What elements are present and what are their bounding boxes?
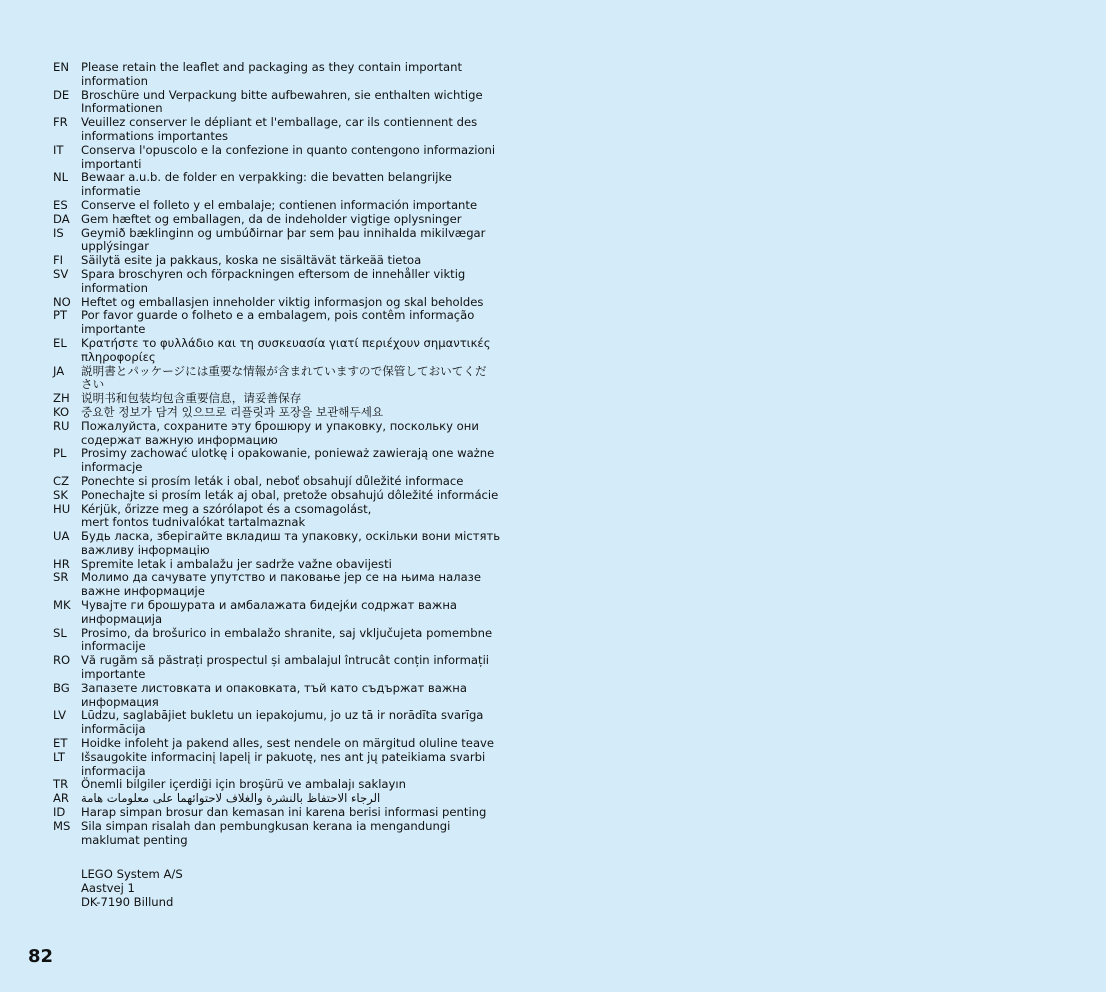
language-code: PT: [53, 308, 68, 323]
notice-line: Önemli bilgiler içerdiği için broşürü ve ambalajı saklayın: [81, 777, 406, 792]
notice-ko: [53, 406, 533, 420]
notice-line: Bewaar a.u.b. de folder en verpakking: die bevatten belangrijke: [81, 170, 452, 185]
language-code: JA: [53, 363, 65, 378]
notice-line: Geymið bæklinginn og umbúðirnar þar sem þau innihalda mikilvægar: [81, 225, 486, 240]
notice-bg: [53, 682, 533, 710]
language-code: NL: [53, 170, 69, 185]
language-code: SV: [53, 266, 69, 281]
notice-ms: [53, 820, 533, 848]
notice-sk: [53, 489, 533, 503]
notice-text: [81, 406, 533, 420]
notice-line: informacje: [81, 460, 143, 475]
notice-line: importante: [81, 667, 146, 682]
notice-text: [81, 778, 533, 792]
notice-it: [53, 144, 533, 172]
language-code: ZH: [53, 391, 70, 406]
language-code: LV: [53, 708, 67, 723]
company-city: DK-7190 Billund: [81, 894, 174, 909]
notice-text: [81, 737, 533, 751]
notice-line: الرجاء الاحتفاظ بالنشرة والغلاف لاحتوائهما على معلومات هامة: [81, 791, 381, 806]
notice-text: [81, 116, 533, 144]
retention-notice-list: [53, 61, 533, 847]
notice-line: Conserva l'opuscolo e la confezione in quanto contengono informazioni: [81, 142, 496, 157]
company-street: Aastvej 1: [81, 880, 135, 895]
language-code: MS: [53, 818, 71, 833]
notice-line: informācija: [81, 722, 146, 737]
language-code: SL: [53, 625, 67, 640]
notice-line: Чувајте ги брошурата и амбалажата бидејќи содржат важна: [81, 598, 458, 613]
notice-line: Lūdzu, saglabājiet bukletu un iepakojumu, jo uz tā ir norādīta svarīga: [81, 708, 484, 723]
language-code: NO: [53, 294, 71, 309]
notice-text: [81, 751, 533, 779]
notice-line: information: [81, 280, 148, 295]
language-code: IT: [53, 142, 64, 157]
page-number: 82: [28, 946, 54, 967]
notice-nl: [53, 171, 533, 199]
notice-line: Молимо да сачувате упутство и паковање јер се на њима налазе: [81, 570, 481, 585]
language-code: TR: [53, 777, 69, 792]
notice-line: importante: [81, 322, 146, 337]
notice-pl: [53, 447, 533, 475]
language-code: IS: [53, 225, 64, 240]
notice-sr: [53, 571, 533, 599]
notice-line: informations importantes: [81, 128, 229, 143]
notice-text: [81, 309, 533, 337]
notice-line: Hoidke infoleht ja pakend alles, sest nendele on märgitud oluline teave: [81, 736, 495, 751]
notice-text: [81, 654, 533, 682]
notice-text: [81, 530, 533, 558]
notice-text: [81, 268, 533, 296]
language-code: KO: [53, 404, 70, 419]
notice-text: [81, 820, 533, 848]
language-code: UA: [53, 529, 70, 544]
notice-line: Spremite letak i ambalažu jer sadrže važne obavijesti: [81, 556, 392, 571]
notice-text: [81, 337, 533, 365]
notice-line: information: [81, 73, 148, 88]
notice-line: πληροφορίες: [81, 349, 156, 364]
notice-line: Vă rugăm să păstrați prospectul și ambalajul întrucât conțin informații: [81, 653, 490, 668]
language-code: BG: [53, 680, 70, 695]
notice-line: важливу інформацію: [81, 542, 210, 557]
notice-text: [81, 392, 533, 406]
notice-text: [81, 709, 533, 737]
notice-text: [81, 144, 533, 172]
notice-line: Veuillez conserver le dépliant et l'emballage, car ils contiennent des: [81, 115, 478, 130]
notice-text: [81, 199, 533, 213]
notice-line: 중요한 정보가 담겨 있으므로 리플릿과 포장을 보관해두세요: [81, 404, 384, 419]
notice-text: [81, 792, 533, 806]
notice-line: 説明書とパッケージには重要な情報が含まれていますので保管しておいてくだ: [81, 363, 487, 378]
notice-text: [81, 89, 533, 117]
notice-tr: [53, 778, 533, 792]
language-code: RO: [53, 653, 71, 668]
notice-line: Ponechte si prosím leták i obal, neboť obsahují důležité informace: [81, 473, 464, 488]
language-code: HU: [53, 501, 71, 516]
language-code: DE: [53, 87, 70, 102]
notice-et: [53, 737, 533, 751]
notice-fr: [53, 116, 533, 144]
notice-line: さい: [81, 377, 105, 392]
notice-line: Запазете листовката и опаковката, тъй като съдържат важна: [81, 680, 467, 695]
notice-text: [81, 254, 533, 268]
notice-ar: [53, 792, 533, 806]
notice-line: Будь ласка, зберігайте вкладиш та упаковку, оскільки вони містять: [81, 529, 501, 544]
notice-text: [81, 627, 533, 655]
notice-sl: [53, 627, 533, 655]
company-name: LEGO System A/S: [81, 867, 183, 881]
notice-lt: [53, 751, 533, 779]
notice-hr: [53, 558, 533, 572]
language-code: FR: [53, 115, 68, 130]
notice-line: Por favor guarde o folheto e a embalagem, pois contêm informação: [81, 308, 475, 323]
language-code: ET: [53, 736, 68, 751]
notice-line: Kérjük, őrizze meg a szórólapot és a csomagolást,: [81, 501, 372, 516]
language-code: ES: [53, 197, 68, 212]
notice-text: [81, 447, 533, 475]
notice-line: важне информације: [81, 584, 205, 599]
language-code: RU: [53, 418, 70, 433]
notice-da: [53, 213, 533, 227]
notice-line: Spara broschyren och förpackningen eftersom de innehåller viktig: [81, 266, 466, 281]
language-code: LT: [53, 749, 65, 764]
notice-line: Harap simpan brosur dan kemasan ini karena berisi informasi penting: [81, 805, 487, 820]
notice-text: [81, 365, 533, 393]
notice-es: [53, 199, 533, 213]
notice-line: Gem hæftet og emballagen, da de indeholder vigtige oplysninger: [81, 211, 462, 226]
notice-fi: [53, 254, 533, 268]
notice-line: Ponechajte si prosím leták aj obal, pretože obsahujú dôležité informácie: [81, 487, 499, 502]
notice-line: 说明书和包装均包含重要信息，请妥善保存: [81, 391, 302, 406]
notice-line: maklumat penting: [81, 832, 188, 847]
language-code: DA: [53, 211, 70, 226]
notice-ro: [53, 654, 533, 682]
notice-line: informacije: [81, 639, 146, 654]
notice-line: Prosimy zachować ulotkę i opakowanie, ponieważ zawierają one ważne: [81, 446, 495, 461]
notice-line: Conserve el folleto y el embalaje; contienen información importante: [81, 197, 478, 212]
language-code: EN: [53, 60, 69, 74]
notice-line: Please retain the leaflet and packaging as they contain important: [81, 60, 463, 74]
notice-zh: [53, 392, 533, 406]
language-code: FI: [53, 253, 64, 268]
notice-line: mert fontos tudnivalókat tartalmaznak: [81, 515, 306, 530]
notice-line: Säilytä esite ja pakkaus, koska ne sisältävät tärkeää tietoa: [81, 253, 422, 268]
notice-id: [53, 806, 533, 820]
notice-line: importanti: [81, 156, 142, 171]
language-code: HR: [53, 556, 70, 571]
notice-sv: [53, 268, 533, 296]
notice-line: Пожалуйста, сохраните эту брошюру и упаковку, поскольку они: [81, 418, 479, 433]
language-code: EL: [53, 335, 67, 350]
notice-ja: [53, 365, 533, 393]
notice-line: информация: [81, 694, 159, 709]
notice-text: [81, 475, 533, 489]
notice-text: [81, 227, 533, 255]
notice-text: [81, 420, 533, 448]
notice-en: [53, 61, 533, 89]
notice-line: informacija: [81, 763, 146, 778]
notice-lv: [53, 709, 533, 737]
notice-line: Informationen: [81, 101, 163, 116]
notice-line: Sila simpan risalah dan pembungkusan kerana ia mengandungi: [81, 818, 451, 833]
language-code: SR: [53, 570, 69, 585]
notice-text: [81, 489, 533, 503]
notice-text: [81, 296, 533, 310]
notice-hu: [53, 503, 533, 531]
notice-text: [81, 558, 533, 572]
notice-no: [53, 296, 533, 310]
notice-cz: [53, 475, 533, 489]
notice-line: содержат важную информацию: [81, 432, 278, 447]
company-address: [81, 868, 183, 909]
notice-text: [81, 61, 533, 89]
notice-line: Heftet og emballasjen inneholder viktig informasjon og skal beholdes: [81, 294, 484, 309]
language-code: PL: [53, 446, 67, 461]
notice-text: [81, 503, 533, 531]
notice-text: [81, 682, 533, 710]
notice-text: [81, 571, 533, 599]
notice-line: информација: [81, 611, 163, 626]
notice-ru: [53, 420, 533, 448]
notice-line: Broschüre und Verpackung bitte aufbewahren, sie enthalten wichtige: [81, 87, 483, 102]
language-code: SK: [53, 487, 68, 502]
notice-line: Išsaugokite informacinį lapelį ir pakuotę, nes ant jų pateikiama svarbi: [81, 749, 486, 764]
notice-text: [81, 806, 533, 820]
notice-text: [81, 599, 533, 627]
notice-line: informatie: [81, 184, 141, 199]
notice-text: [81, 213, 533, 227]
notice-is: [53, 227, 533, 255]
notice-el: [53, 337, 533, 365]
language-code: MK: [53, 598, 71, 613]
language-code: CZ: [53, 473, 70, 488]
language-code: ID: [53, 805, 66, 820]
notice-mk: [53, 599, 533, 627]
notice-de: [53, 89, 533, 117]
notice-line: Κρατήστε το φυλλάδιο και τη συσκευασία γιατί περιέχουν σημαντικές: [81, 335, 491, 350]
notice-pt: [53, 309, 533, 337]
notice-text: [81, 171, 533, 199]
notice-line: Prosimo, da brošurico in embalažo shranite, saj vključujeta pomembne: [81, 625, 493, 640]
language-code: AR: [53, 791, 69, 806]
notice-line: upplýsingar: [81, 239, 149, 254]
notice-ua: [53, 530, 533, 558]
